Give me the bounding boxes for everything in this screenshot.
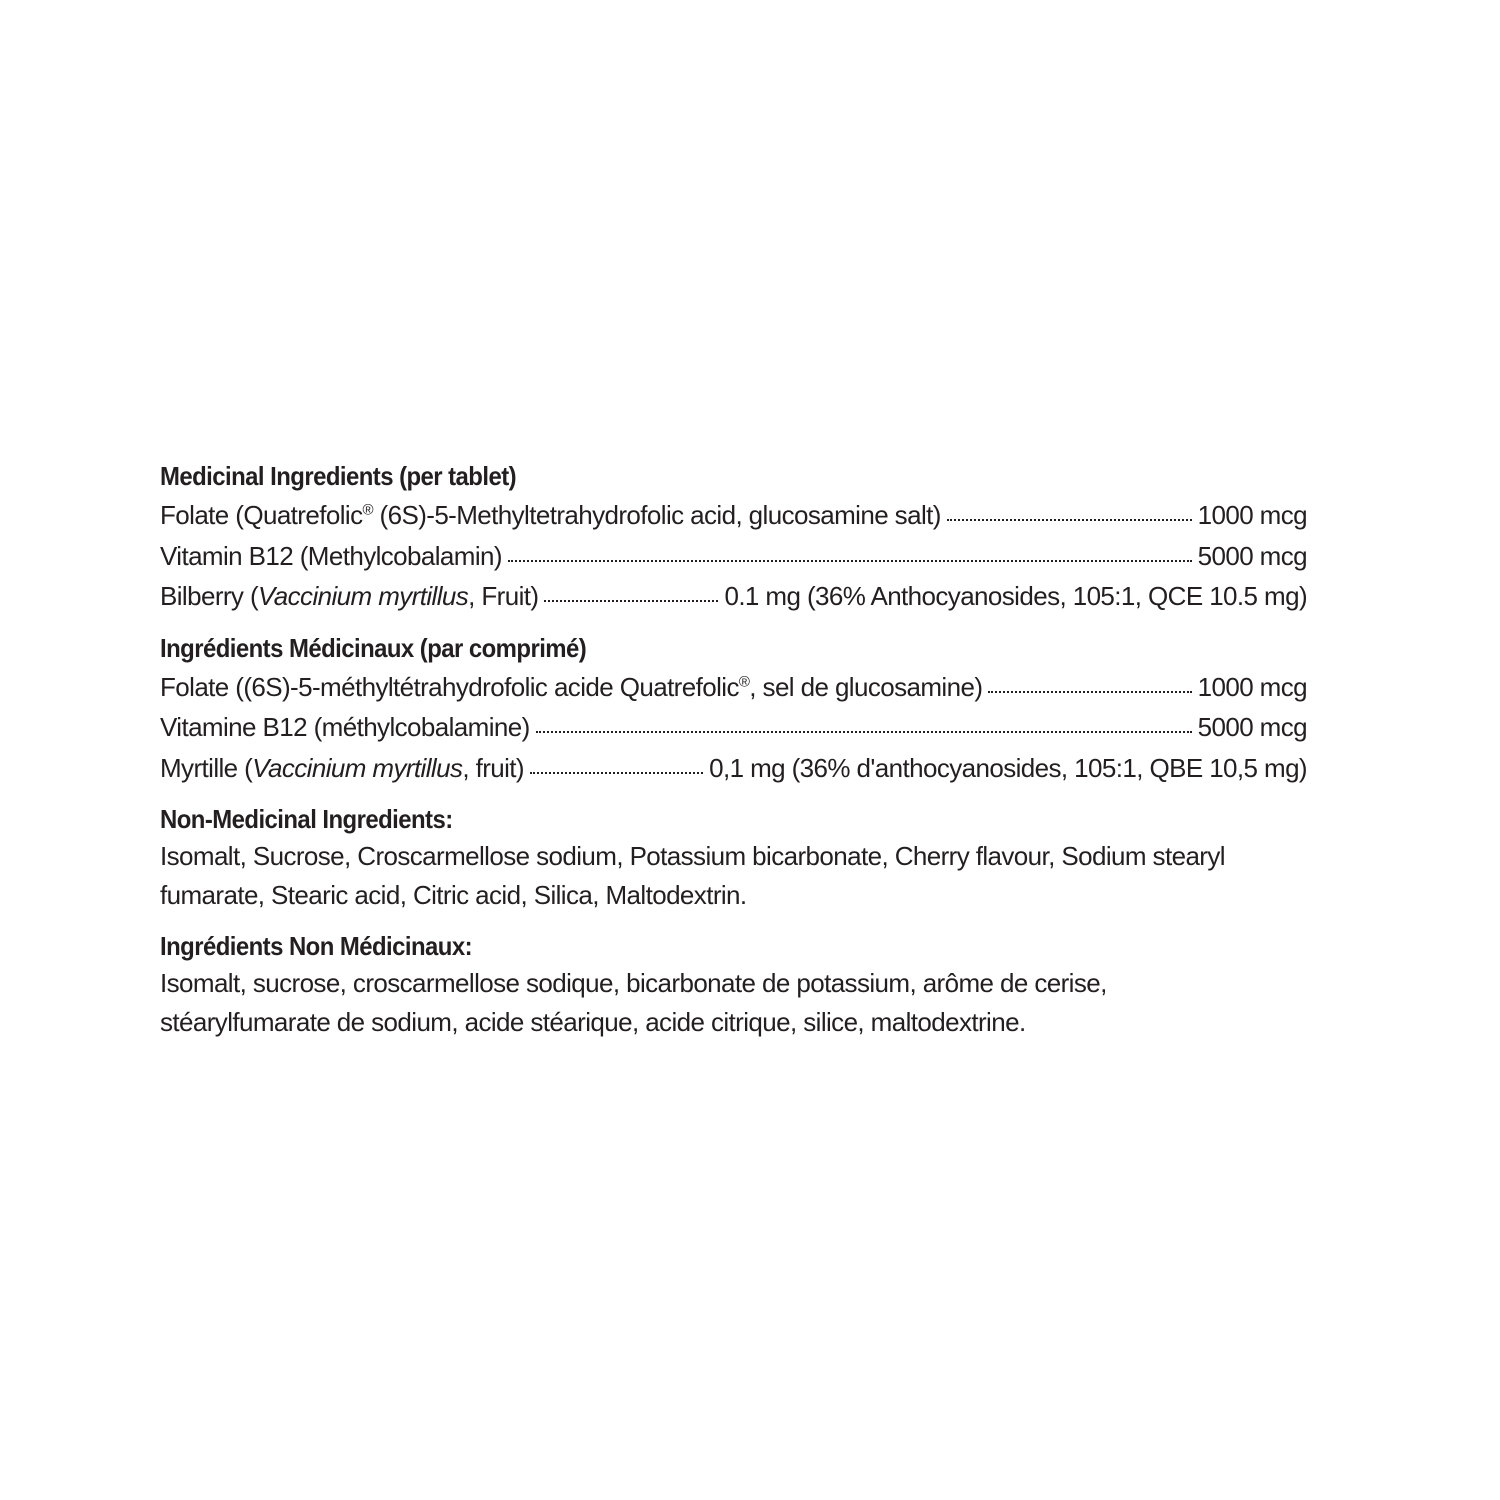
dot-leader [544,575,718,605]
ingredient-list [160,964,1340,1041]
ingredient-name: Vitamin B12 (Methylcobalamin) [160,540,502,571]
dot-leader [536,706,1192,736]
non-medicinal-ingredients-fr [160,928,1320,1041]
section-heading: Ingrédients Médicinaux (par comprimé) [160,632,587,663]
dot-leader [988,666,1191,696]
ingredient-list-line: Isomalt, Sucrose, Croscarmellose sodium, Potassium bicarbonate, Cherry flavour, Sodium stearyl [160,841,1225,871]
medicinal-ingredients-en [160,458,1320,616]
ingredient-name: Vitamine B12 (méthylcobalamine) [160,712,530,742]
ingredient-list-line: fumarate, Stearic acid, Citric acid, Silica, Maltodextrin. [160,879,747,910]
ingredient-name: Folate (Quatrefolic® (6S)-5-Methyltetrahydrofolic acid, glucosamine salt) [160,500,941,530]
non-medicinal-ingredients-en [160,801,1320,914]
ingredient-row-folate-fr [160,666,1307,707]
ingredient-amount: 1000 mcg [1197,671,1307,702]
ingredient-row-b12-fr [160,706,1307,747]
ingredient-row-folate [160,494,1307,535]
dot-leader [947,494,1192,524]
ingredient-list [160,837,1340,914]
section-heading: Medicinal Ingredients (per tablet) [160,461,517,491]
ingredient-amount: 1000 mcg [1197,500,1307,530]
ingredient-amount: 5000 mcg [1197,540,1307,571]
ingredient-amount: 0,1 mg (36% d'anthocyanosides, 105:1, QBE 10,5 mg) [709,752,1307,783]
section-heading: Non-Medicinal Ingredients: [160,804,453,834]
ingredient-row-myrtille [160,747,1307,788]
ingredient-list-line: stéarylfumarate de sodium, acide stéarique, acide citrique, silice, maltodextrine. [160,1006,1026,1037]
dot-leader [508,535,1192,565]
ingredient-amount: 5000 mcg [1197,712,1307,742]
ingredient-name: Myrtille (Vaccinium myrtillus, fruit) [160,752,524,783]
ingredients-panel [160,458,1320,1055]
ingredient-amount: 0.1 mg (36% Anthocyanosides, 105:1, QCE 10.5 mg) [724,581,1307,611]
section-heading: Ingrédients Non Médicinaux: [160,931,473,961]
ingredient-row-bilberry [160,575,1307,616]
ingredient-name: Bilberry (Vaccinium myrtillus, Fruit) [160,581,539,611]
dot-leader [530,747,703,777]
medicinal-ingredients-fr [160,630,1320,788]
ingredient-row-b12 [160,535,1307,576]
ingredient-list-line: Isomalt, sucrose, croscarmellose sodique, bicarbonate de potassium, arôme de cerise, [160,968,1107,998]
ingredient-name: Folate ((6S)-5-méthyltétrahydrofolic acide Quatrefolic®, sel de glucosamine) [160,671,983,702]
